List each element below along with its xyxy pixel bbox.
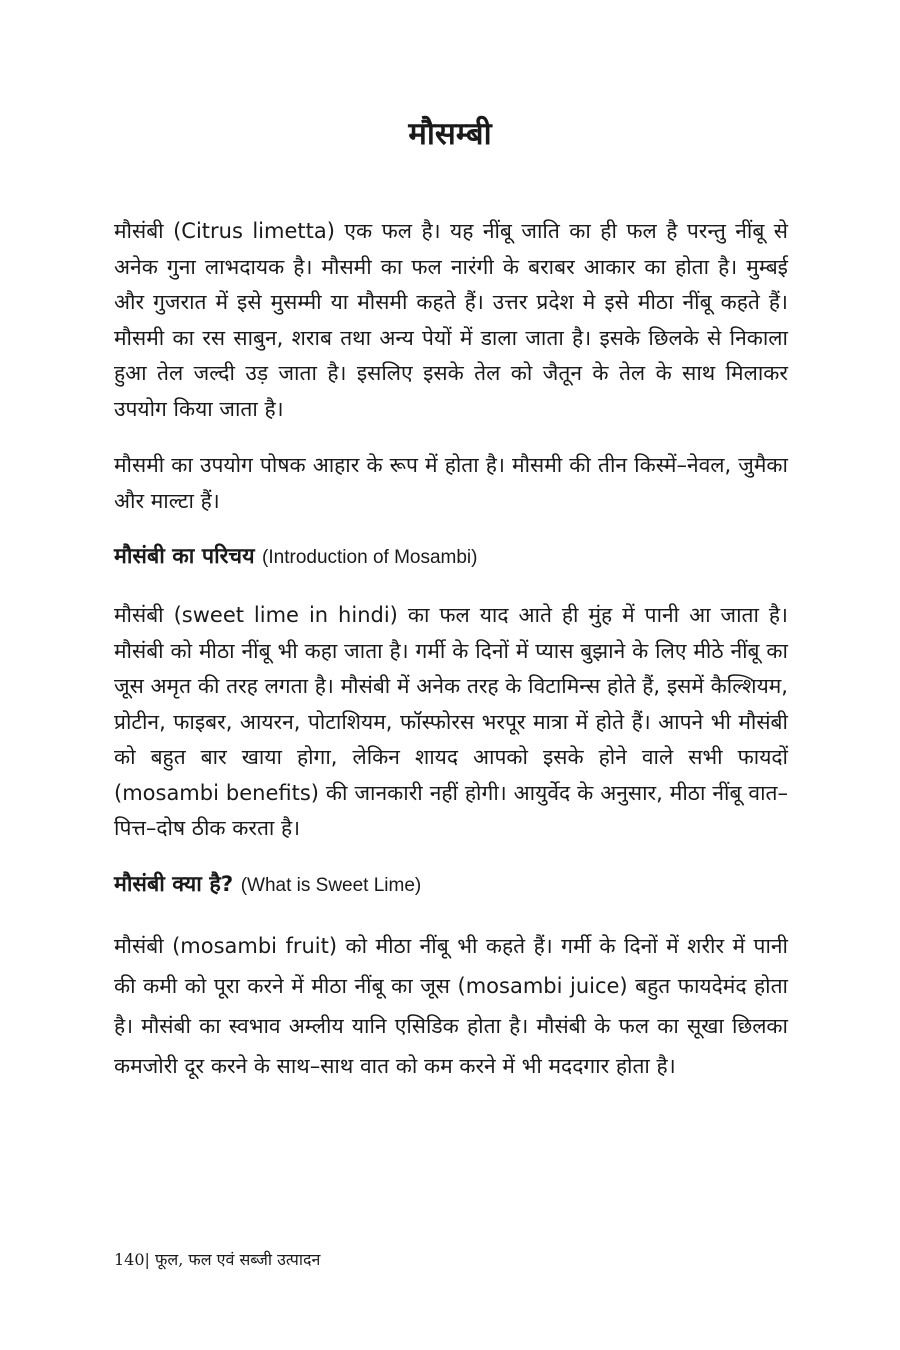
page-footer: 140| फूल, फल एवं सब्जी उत्पादन [114,1250,321,1269]
section-heading-hindi: मौसंबी का परिचय [114,544,263,569]
section-heading-hindi: मौसंबी क्या है? [114,871,241,897]
section-heading-what-is [114,868,788,903]
page-title: मौसम्बी [408,116,492,152]
paragraph-varieties: मौसमी का उपयोग पोषक आहार के रूप में होता है। मौसमी की तीन किस्में–नेवल, जुमैका और माल्टा हैं। [114,453,788,513]
section-heading-introduction [114,540,788,575]
paragraph-intro: मौसंबी (Citrus limetta) एक फल है। यह नींबू जाति का ही फल है परन्तु नींबू से अनेक गुना लाभदायक है। मौसमी का फल नारंगी के बराबर आकार का होता है। मुम्बई और गुजरात में इसे मुसम्मी या मौसमी कहते हैं। उत्तर प्रदेश मे इसे मीठा नींबू कहते हैं। मौसमी का रस साबुन, शराब तथा अन्य पेयों में डाला जाता है। इसके छिलके से निकाला हुआ तेल जल्दी उड़ जाता है। इसलिए इसके तेल को जैतून के तेल के साथ मिलाकर उपयोग किया जाता है। [114,219,788,421]
section-heading-english: (What is Sweet Lime) [240,874,422,896]
paragraph-what-is: मौसंबी (mosambi fruit) को मीठा नींबू भी कहते हैं। गर्मी के दिनों में शरीर में पानी की कमी को पूरा करने में मीठा नींबू का जूस (mosambi juice) बहुत फायदेमंद होता है। मौसंबी का स्वभाव अम्लीय यानि एसिडिक होता है। मौसंबी के फल का सूखा छिलका कमजोरी दूर करने के साथ–साथ वात को कम करने में भी मददगार होता है। [114,933,788,1078]
section-heading-english: (Introduction of Mosambi) [262,547,478,568]
paragraph-introduction: मौसंबी (sweet lime in hindi) का फल याद आते ही मुंह में पानी आ जाता है। मौसंबी को मीठा नींबू भी कहा जाता है। गर्मी के दिनों में प्यास बुझाने के लिए मीठे नींबू का जूस अमृत की तरह लगता है। मौसंबी में अनेक तरह के विटामिन्स होते हैं, इसमें कैल्शियम, प्रोटीन, फाइबर, आयरन, पोटाशियम, फॉस्फोरस भरपूर मात्रा में होते हैं। आपने भी मौसंबी को बहुत बार खाया होगा, लेकिन शायद आपको इसके होने वाले सभी फायदों (mosambi benefits) की जानकारी नहीं होगी। आयुर्वेद के अनुसार, मीठा नींबू वात–पित्त–दोष ठीक करता है। [114,603,788,840]
body-content [114,214,788,1107]
